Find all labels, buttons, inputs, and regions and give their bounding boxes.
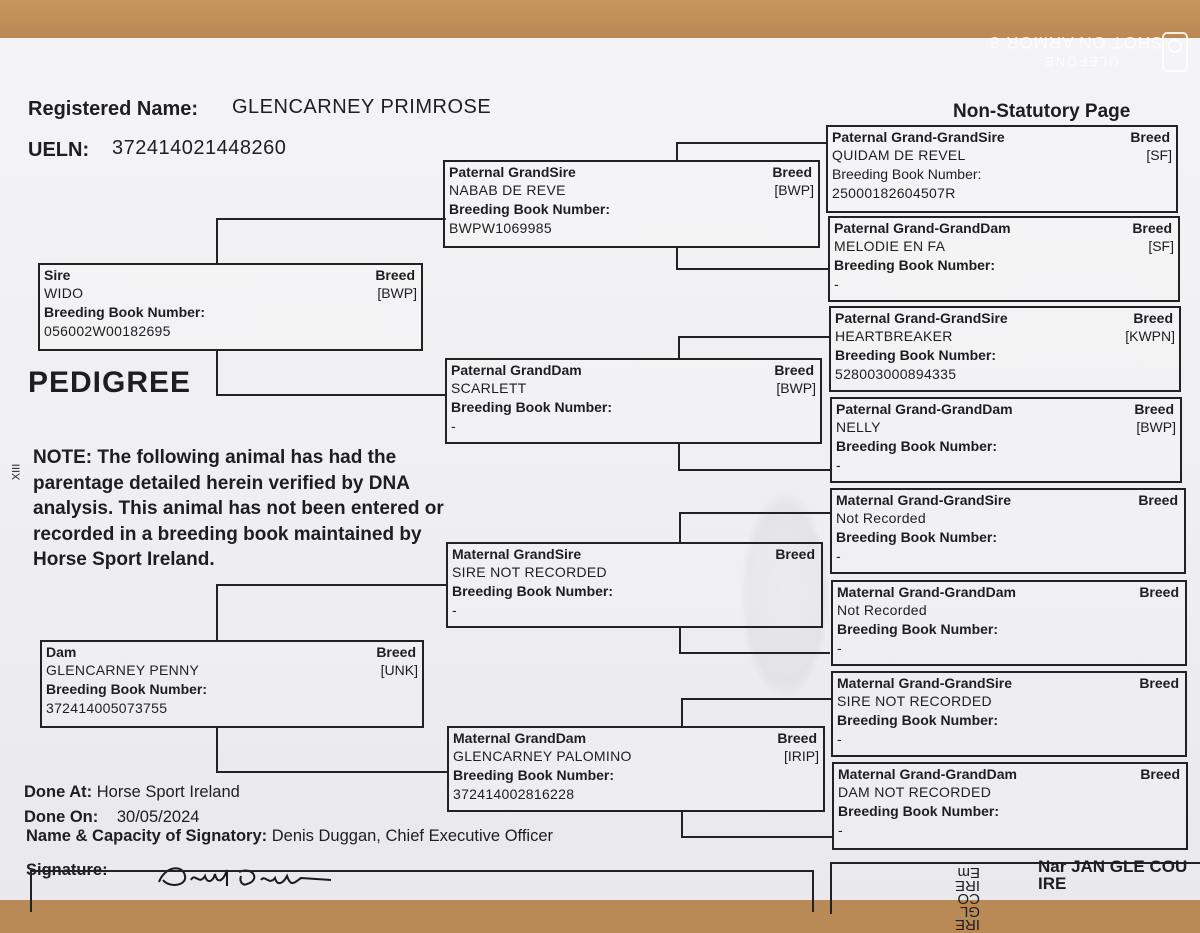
maternal-grandsire-box	[446, 542, 823, 628]
ggp-bbn: -	[838, 822, 843, 838]
registered-name-label: Registered Name:	[28, 98, 199, 120]
connector	[676, 142, 678, 162]
connector	[216, 726, 218, 772]
ggp-name: Not Recorded	[837, 602, 927, 618]
signatory-label: Name & Capacity of Signatory:	[26, 827, 268, 845]
bbn-label: Breeding Book Number:	[838, 803, 1000, 819]
underlying-page-text: Nar JAN GLE COU IRE	[1038, 857, 1188, 893]
watermark-line1: SHOT ON ARMOR 8	[988, 33, 1162, 52]
connector	[679, 512, 830, 514]
breed-label: Breed	[1132, 220, 1172, 236]
breed-label: Breed	[375, 267, 415, 283]
bbn-label: Breeding Book Number:	[46, 681, 208, 697]
ggp-bbn: -	[837, 640, 842, 656]
ggp-label: Maternal Grand-GrandSire	[837, 675, 1013, 691]
registered-name: GLENCARNEY PRIMROSE	[232, 96, 492, 118]
mgd-name: GLENCARNEY PALOMINO	[453, 748, 632, 764]
sire-label: Sire	[44, 267, 71, 283]
ggp-name: NELLY	[836, 419, 881, 435]
ggp-bbn: -	[836, 457, 841, 473]
connector	[216, 584, 446, 586]
great-grandparent-box	[830, 488, 1186, 574]
connector	[681, 836, 832, 838]
mgs-name: SIRE NOT RECORDED	[452, 564, 607, 580]
bbn-label: Breeding Book Number:	[452, 583, 614, 599]
done-on-row	[24, 808, 199, 827]
connector	[216, 584, 218, 640]
bbn-label: Breeding Book Number:	[449, 201, 611, 217]
connector	[216, 350, 218, 396]
connector	[679, 652, 830, 654]
pgs-breed: [BWP]	[774, 182, 814, 198]
ggp-label: Paternal Grand-GrandDam	[834, 220, 1011, 236]
ggp-name: HEARTBREAKER	[835, 328, 953, 344]
watermark-line2: ULEFONE	[1042, 54, 1118, 69]
done-at-label: Done At:	[24, 783, 93, 801]
dam-name: GLENCARNEY PENNY	[46, 662, 200, 678]
ggp-label: Maternal Grand-GrandDam	[838, 766, 1017, 782]
sire-name: WIDO	[44, 285, 84, 301]
sire-box	[38, 263, 423, 351]
pedigree-title: PEDIGREE	[28, 366, 192, 399]
connector	[216, 771, 448, 773]
bbn-label: Breeding Book Number:	[44, 304, 206, 320]
paternal-grandsire-box	[443, 160, 820, 248]
signatory-value: Denis Duggan, Chief Executive Officer	[271, 827, 553, 845]
camera-icon	[1162, 32, 1188, 72]
breed-label: Breed	[376, 644, 416, 660]
done-at-row	[24, 783, 240, 802]
paternal-granddam-box	[445, 358, 822, 444]
pgs-name: NABAB DE REVE	[449, 182, 566, 198]
breed-label: Breed	[1138, 492, 1178, 508]
great-grandparent-box	[832, 762, 1188, 850]
connector	[676, 248, 678, 270]
ggp-bbn: 528003000894335	[835, 366, 957, 382]
page-type: Non-Statutory Page	[953, 101, 1131, 122]
ggp-bbn: -	[834, 276, 839, 292]
breed-label: Breed	[1140, 766, 1180, 782]
pgd-name: SCARLETT	[451, 380, 527, 396]
mgd-breed: [IRIP]	[783, 748, 819, 764]
ggp-name: Not Recorded	[836, 510, 926, 526]
bbn-label: Breeding Book Number:	[837, 712, 999, 728]
camera-watermark	[988, 32, 1162, 76]
connector	[679, 512, 681, 542]
bbn-label: Breeding Book Number:	[451, 399, 613, 415]
great-grandparent-box	[831, 580, 1187, 666]
signatory-row	[26, 827, 553, 846]
ggp-bbn: -	[837, 731, 842, 747]
ggp-label: Maternal Grand-GrandSire	[836, 492, 1012, 508]
dam-breed: [UNK]	[380, 662, 418, 678]
signature-label: Signature:	[26, 861, 108, 879]
breed-label: Breed	[775, 546, 815, 562]
connector	[681, 698, 683, 726]
maternal-granddam-box	[447, 726, 825, 812]
great-grandparent-box	[830, 397, 1182, 483]
breed-label: Breed	[772, 164, 812, 180]
breed-label: Breed	[1133, 310, 1173, 326]
great-grandparent-box	[826, 125, 1178, 213]
pgd-bbn: -	[451, 418, 456, 434]
breed-label: Breed	[774, 362, 814, 378]
ggp-bbn: -	[836, 548, 841, 564]
breed-label: Breed	[1139, 584, 1179, 600]
bbn-label: Breeding Book Number:	[836, 438, 998, 454]
pgd-label: Paternal GrandDam	[451, 362, 582, 378]
great-grandparent-box	[831, 671, 1187, 757]
done-at-value: Horse Sport Ireland	[96, 783, 240, 801]
ggp-name: DAM NOT RECORDED	[838, 784, 992, 800]
breed-label: Breed	[1130, 129, 1170, 145]
mgs-label: Maternal GrandSire	[452, 546, 582, 562]
pgs-bbn: BWPW1069985	[449, 220, 552, 236]
mgd-bbn: 372414002816228	[453, 786, 575, 802]
side-mark: XIII	[10, 463, 23, 481]
bbn-label: Breeding Book Number:	[837, 621, 999, 637]
bbn-label: Breeding Book Number:	[835, 347, 997, 363]
ggp-label: Paternal Grand-GrandDam	[836, 401, 1013, 417]
great-grandparent-box	[829, 306, 1181, 392]
ggp-breed: [SF]	[1148, 238, 1174, 254]
dam-label: Dam	[46, 644, 77, 660]
connector	[679, 626, 681, 654]
dam-bbn: 372414005073755	[46, 700, 168, 716]
great-grandparent-box	[828, 216, 1180, 302]
ggp-name: QUIDAM DE REVEL	[832, 147, 966, 163]
ueln-value: 372414021448260	[112, 137, 287, 159]
pgs-label: Paternal GrandSire	[449, 164, 576, 180]
bbn-label: Breeding Book Number:	[836, 529, 998, 545]
breed-label: Breed	[1139, 675, 1179, 691]
breed-label: Breed	[1134, 401, 1174, 417]
underlying-page-text: IRE GL CO IRE Em	[954, 864, 980, 933]
connector	[678, 442, 680, 470]
connector	[678, 336, 680, 360]
done-on-value: 30/05/2024	[116, 808, 200, 826]
mgs-bbn: -	[452, 602, 457, 618]
ggp-label: Paternal Grand-GrandSire	[832, 129, 1005, 145]
ggp-label: Paternal Grand-GrandSire	[835, 310, 1008, 326]
ggp-label: Maternal Grand-GrandDam	[837, 584, 1016, 600]
bbn-label: Breeding Book Number:	[834, 257, 996, 273]
ggp-breed: [BWP]	[1136, 419, 1176, 435]
connector	[681, 698, 832, 700]
connector	[676, 268, 828, 270]
pgd-breed: [BWP]	[776, 380, 816, 396]
ggp-name: MELODIE EN FA	[834, 238, 946, 254]
done-on-label: Done On:	[24, 808, 99, 826]
connector	[678, 336, 830, 338]
dam-box	[40, 640, 424, 728]
next-page-edge	[30, 870, 814, 912]
ggp-breed: [SF]	[1146, 147, 1172, 163]
sire-bbn: 056002W00182695	[44, 323, 171, 339]
ggp-bbn: 25000182604507R	[832, 185, 956, 201]
connector	[216, 218, 218, 264]
sire-breed: [BWP]	[377, 285, 417, 301]
connector	[678, 469, 830, 471]
connector	[216, 218, 446, 220]
bbn-label: Breeding Book Number:	[453, 767, 615, 783]
dna-note: NOTE: The following animal has had the parentage detailed herein verified by DNA analysis. This animal has not been entered or recorded in a breeding book maintained by Horse Sport Ireland.	[33, 447, 444, 570]
mgd-label: Maternal GrandDam	[453, 730, 587, 746]
ggp-breed: [KWPN]	[1125, 328, 1175, 344]
ueln-label: UELN:	[28, 139, 90, 161]
breed-label: Breed	[777, 730, 817, 746]
connector	[216, 394, 446, 396]
connector	[676, 142, 828, 144]
bbn-label: Breeding Book Number:	[832, 166, 982, 182]
connector	[681, 810, 683, 838]
ggp-name: SIRE NOT RECORDED	[837, 693, 992, 709]
